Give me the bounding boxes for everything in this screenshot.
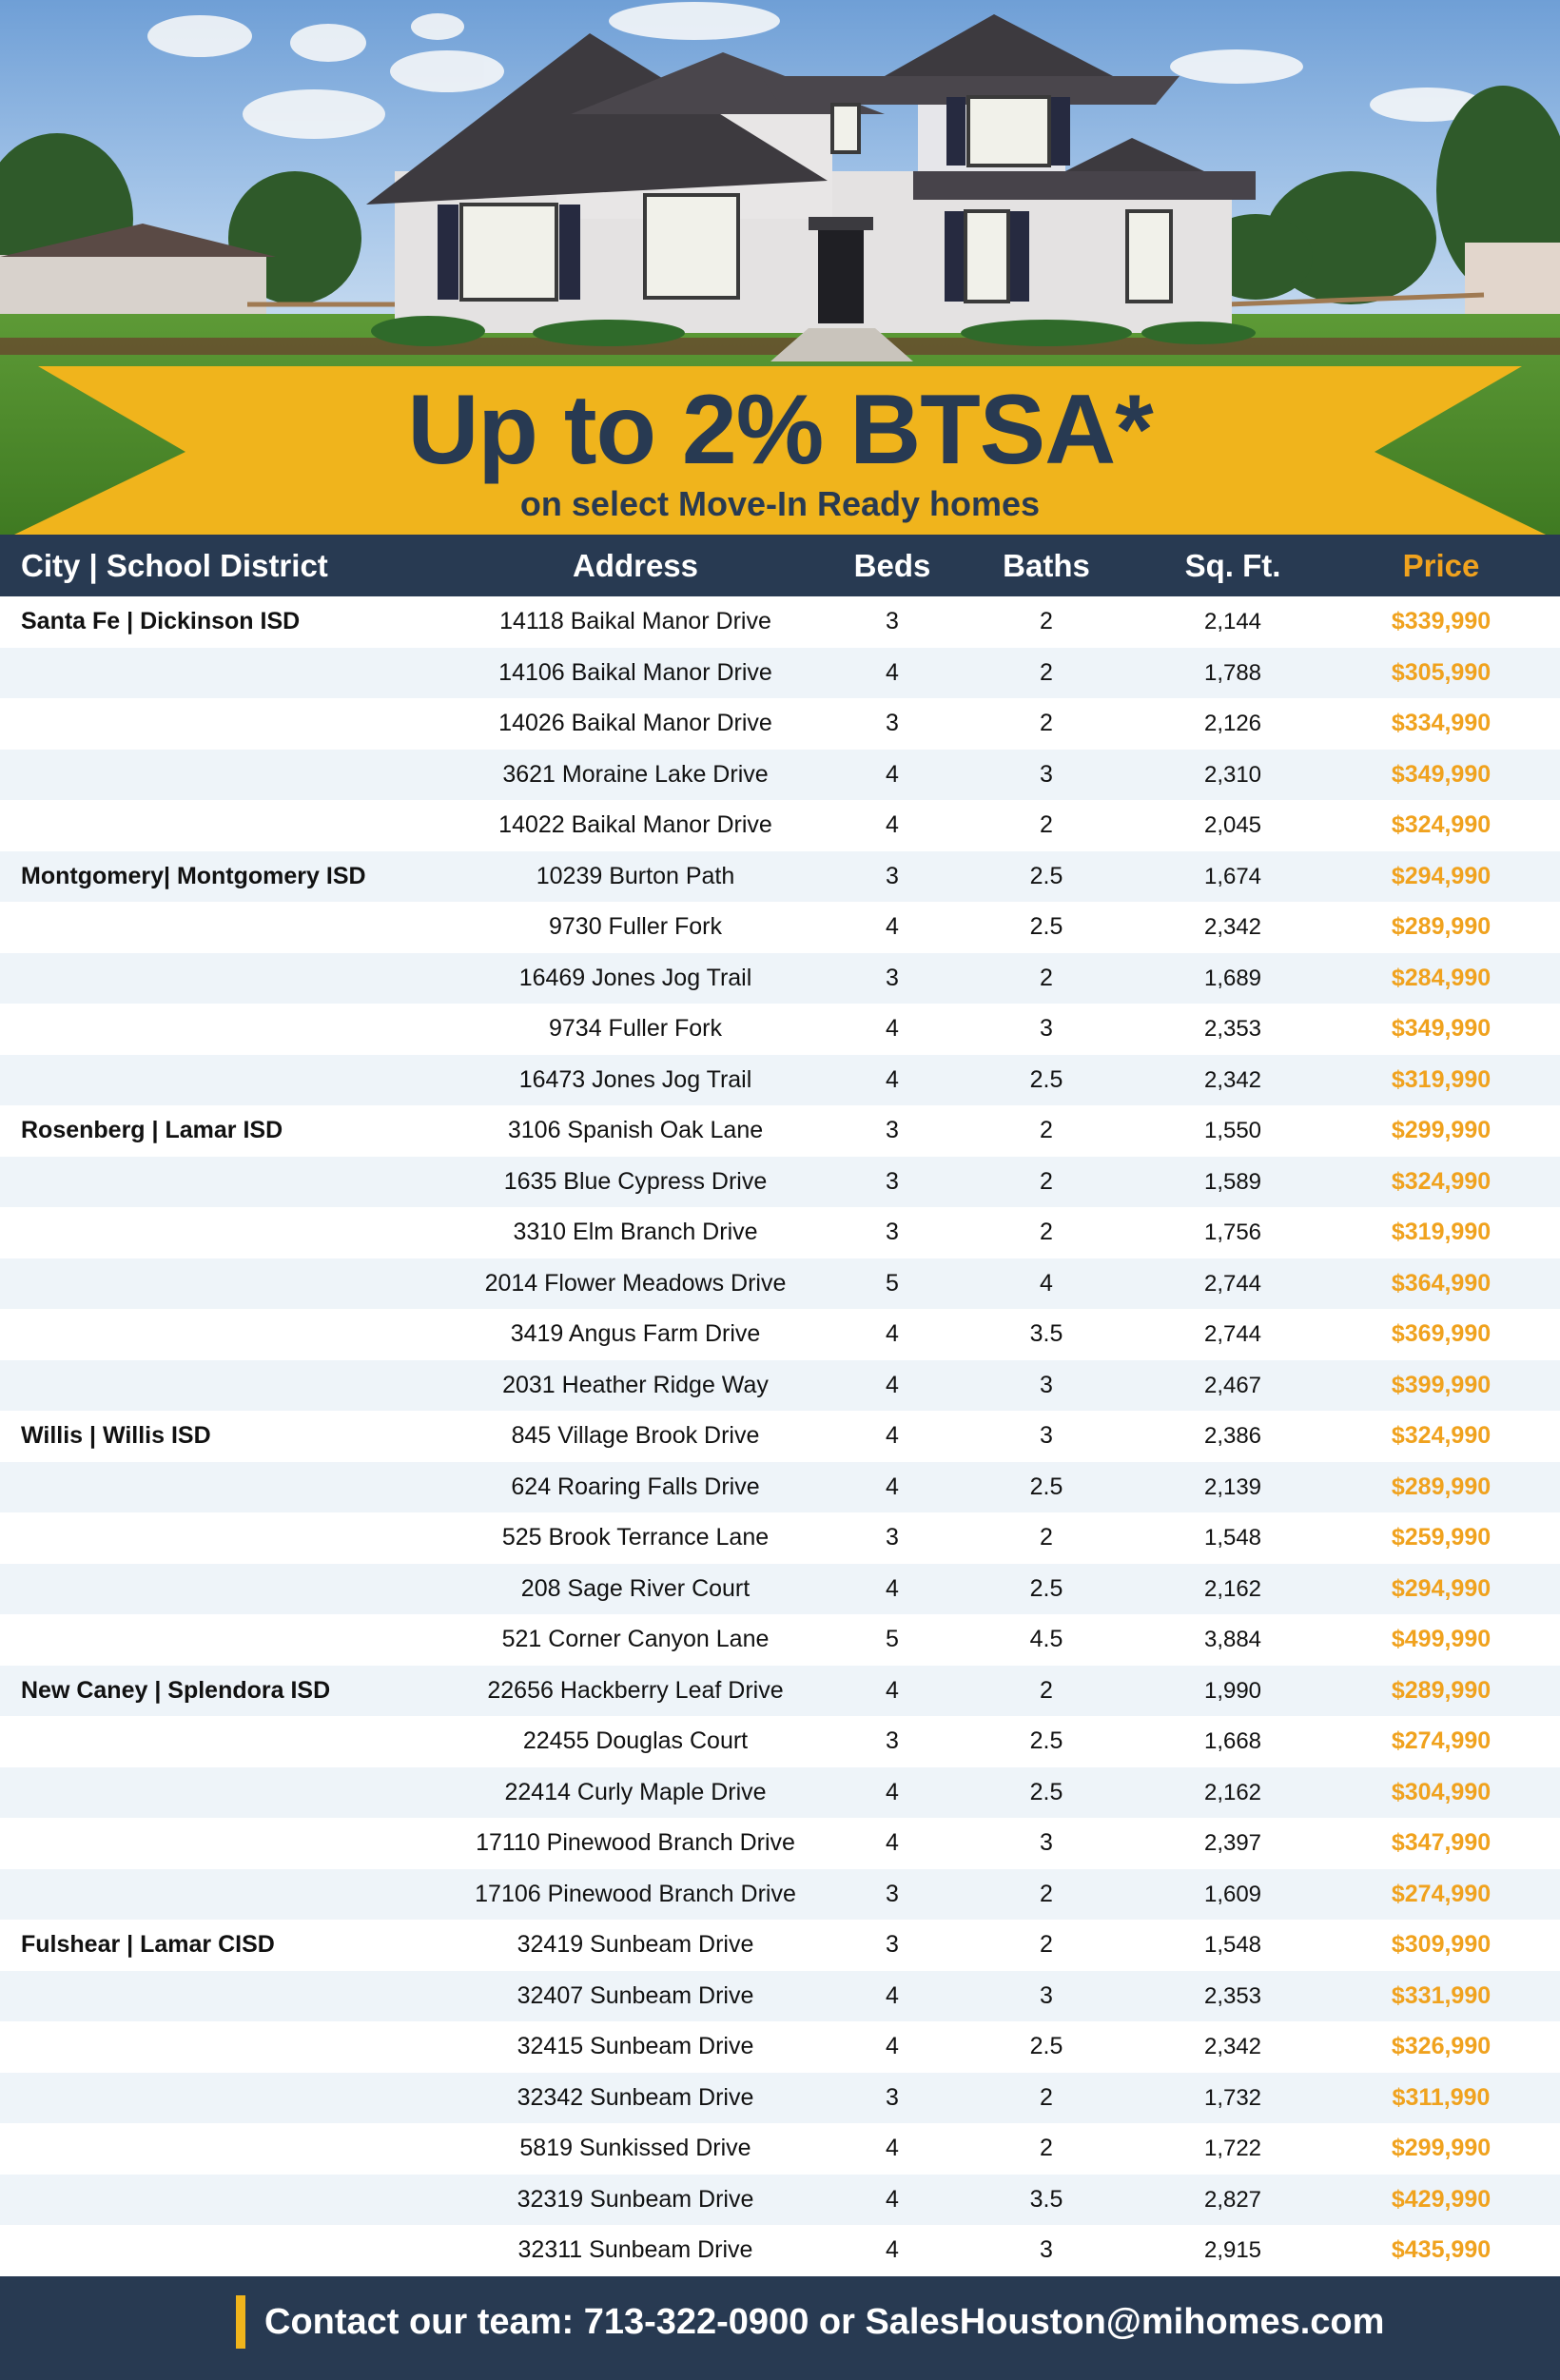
table-row [0,1411,1560,1462]
promo-subline: on select Move-In Ready homes [519,484,1041,523]
cell-beds: 4 [886,811,899,839]
table-row [0,750,1560,801]
cell-baths: 2.5 [1029,1727,1063,1755]
cell-sqft: 2,744 [1203,1321,1262,1348]
cell-address: 16469 Jones Jog Trail [518,964,752,991]
cell-sqft: 2,162 [1203,1779,1262,1805]
table-row [0,1207,1560,1258]
cell-price: $289,990 [1391,913,1492,941]
table-row [0,1055,1560,1106]
listing-table [0,596,1560,2276]
cell-baths: 4.5 [1029,1626,1063,1653]
cell-beds: 4 [886,2033,899,2060]
cell-beds: 4 [886,1065,899,1093]
cell-sqft: 1,548 [1203,1525,1262,1551]
cell-baths: 3.5 [1029,2185,1063,2213]
cell-sqft: 1,722 [1203,2136,1262,2162]
table-row [0,800,1560,851]
cell-price: $331,990 [1391,1981,1492,2009]
cell-address: 32419 Sunbeam Drive [517,1931,754,1959]
cell-price: $339,990 [1391,608,1492,634]
cell-price: $259,990 [1391,1524,1492,1551]
cell-sqft: 2,827 [1203,2186,1262,2213]
cell-price: $274,990 [1391,1880,1492,1907]
cell-beds: 4 [886,1676,899,1704]
table-row [0,596,1560,648]
cell-baths: 3 [1040,1829,1053,1857]
cell-price: $324,990 [1391,811,1492,839]
cell-beds: 4 [886,2185,899,2213]
cell-beds: 3 [886,1880,899,1907]
table-row [0,1920,1560,1971]
cell-price: $324,990 [1391,1167,1492,1195]
cell-address: 22455 Douglas Court [522,1727,749,1755]
cell-sqft: 2,342 [1203,1066,1262,1093]
cell-beds: 3 [886,1931,899,1959]
cell-address: 624 Roaring Falls Drive [511,1473,760,1500]
cell-price: $499,990 [1391,1626,1492,1653]
promo-headline: Up to 2% BTSA* [407,375,1153,485]
cell-address: 17110 Pinewood Branch Drive [476,1829,795,1857]
cell-beds: 4 [886,2236,899,2264]
cell-sqft: 2,045 [1203,812,1262,839]
cell-baths: 3 [1040,760,1053,788]
header-city: City | School District [21,548,328,583]
cell-baths: 2 [1040,1931,1053,1959]
cell-sqft: 3,884 [1203,1627,1262,1653]
cell-beds: 4 [886,1371,899,1398]
cell-baths: 3.5 [1029,1320,1063,1348]
cell-sqft: 1,609 [1203,1881,1262,1907]
cell-price: $326,990 [1391,2033,1492,2060]
cell-sqft: 2,353 [1203,1016,1262,1043]
cell-beds: 4 [886,1473,899,1500]
cell-price: $309,990 [1391,1931,1492,1959]
cell-sqft: 2,310 [1203,761,1262,788]
cell-baths: 2 [1040,1167,1053,1195]
cell-beds: 4 [886,913,899,941]
cell-price: $347,990 [1391,1829,1492,1857]
cell-price: $334,990 [1391,710,1492,737]
hero-section [0,0,1560,535]
cell-beds: 4 [886,1015,899,1043]
cell-address: 2014 Flower Meadows Drive [484,1269,787,1297]
cell-price: $294,990 [1391,862,1492,889]
cell-address: 845 Village Brook Drive [511,1422,760,1450]
cell-address: 22656 Hackberry Leaf Drive [487,1676,784,1704]
table-row [0,2073,1560,2124]
cell-address: 22414 Curly Maple Drive [504,1778,767,1805]
cell-price: $429,990 [1391,2185,1492,2213]
cell-address: 32311 Sunbeam Drive [517,2236,753,2264]
table-row [0,1512,1560,1564]
contact-footer [0,2276,1560,2380]
table-row [0,1716,1560,1767]
cell-baths: 2 [1040,710,1053,737]
header-address: Address [572,548,699,583]
header-baths: Baths [1003,548,1090,583]
cell-price: $305,990 [1391,658,1492,686]
cell-beds: 4 [886,1574,899,1602]
cell-baths: 2 [1040,2083,1053,2111]
cell-beds: 4 [886,1981,899,2009]
cell-price: $289,990 [1391,1473,1492,1500]
cell-baths: 3 [1040,1015,1053,1043]
cell-baths: 2 [1040,1880,1053,1907]
cell-address: 17106 Pinewood Branch Drive [475,1880,796,1907]
cell-city: Fulshear | Lamar CISD [21,1931,275,1959]
cell-sqft: 2,353 [1203,1982,1262,2009]
cell-sqft: 1,550 [1203,1118,1262,1144]
table-row [0,851,1560,903]
cell-address: 14022 Baikal Manor Drive [498,811,772,839]
accent-bar [236,2295,245,2349]
cell-sqft: 1,689 [1203,965,1262,991]
cell-baths: 3 [1040,1422,1053,1450]
contact-text[interactable]: Contact our team: 713-322-0900 or SalesHouston@mihomes.com [264,2302,1385,2342]
cell-address: 32415 Sunbeam Drive [517,2033,754,2060]
cell-sqft: 1,732 [1203,2084,1262,2111]
cell-city: Montgomery| Montgomery ISD [21,862,366,889]
cell-sqft: 1,990 [1203,1677,1262,1704]
cell-price: $369,990 [1391,1320,1492,1348]
cell-price: $311,990 [1392,2083,1491,2111]
cell-sqft: 2,139 [1203,1473,1262,1500]
cell-address: 3419 Angus Farm Drive [510,1320,761,1348]
table-row [0,953,1560,1005]
table-row [0,1157,1560,1208]
cell-baths: 2 [1040,1676,1053,1704]
cell-address: 2031 Heather Ridge Way [502,1371,769,1398]
cell-sqft: 1,589 [1203,1168,1262,1195]
cell-baths: 2 [1040,608,1053,634]
cell-beds: 4 [886,760,899,788]
cell-beds: 3 [886,2083,899,2111]
cell-address: 3621 Moraine Lake Drive [502,760,769,788]
cell-city: Willis | Willis ISD [21,1422,211,1450]
cell-address: 10239 Burton Path [536,862,735,889]
table-row [0,2225,1560,2276]
cell-baths: 2.5 [1029,913,1063,941]
cell-address: 32319 Sunbeam Drive [517,2185,754,2213]
table-row [0,1614,1560,1666]
cell-beds: 3 [886,964,899,991]
table-row [0,2021,1560,2073]
cell-beds: 3 [886,710,899,737]
table-row [0,1869,1560,1921]
cell-sqft: 2,744 [1203,1270,1262,1297]
cell-beds: 4 [886,1778,899,1805]
table-header [0,535,1560,596]
cell-beds: 5 [886,1269,899,1297]
table-row [0,2175,1560,2226]
cell-price: $349,990 [1391,760,1492,788]
cell-sqft: 1,548 [1203,1932,1262,1959]
cell-price: $299,990 [1391,1117,1492,1144]
cell-beds: 3 [886,862,899,889]
cell-price: $274,990 [1391,1727,1492,1755]
cell-baths: 2.5 [1029,2033,1063,2060]
cell-price: $289,990 [1391,1676,1492,1704]
cell-baths: 2 [1040,1524,1053,1551]
table-row [0,1258,1560,1310]
cell-baths: 2 [1040,964,1053,991]
cell-beds: 4 [886,1829,899,1857]
cell-sqft: 2,342 [1203,914,1262,941]
cell-address: 14026 Baikal Manor Drive [498,710,772,737]
cell-baths: 3 [1040,1371,1053,1398]
table-row [0,698,1560,750]
cell-address: 16473 Jones Jog Trail [518,1065,752,1093]
header-sqft: Sq. Ft. [1184,548,1281,583]
table-row [0,1105,1560,1157]
cell-baths: 2.5 [1029,1778,1063,1805]
cell-sqft: 1,668 [1203,1728,1262,1755]
cell-beds: 3 [886,608,899,634]
cell-price: $364,990 [1391,1269,1492,1297]
cell-sqft: 2,467 [1203,1372,1262,1398]
cell-sqft: 2,144 [1203,609,1262,634]
cell-price: $319,990 [1391,1219,1492,1246]
cell-beds: 5 [886,1626,899,1653]
cell-address: 3310 Elm Branch Drive [513,1219,758,1246]
cell-address: 208 Sage River Court [520,1574,751,1602]
cell-price: $319,990 [1391,1065,1492,1093]
cell-baths: 2.5 [1029,862,1063,889]
cell-sqft: 1,674 [1203,863,1262,889]
header-beds: Beds [853,548,931,583]
table-row [0,1767,1560,1819]
cell-beds: 3 [886,1167,899,1195]
cell-baths: 2 [1040,1219,1053,1246]
cell-sqft: 2,386 [1203,1423,1262,1450]
cell-beds: 4 [886,1320,899,1348]
cell-price: $299,990 [1391,2135,1492,2162]
cell-sqft: 2,397 [1203,1830,1262,1857]
cell-beds: 4 [886,658,899,686]
table-row [0,1462,1560,1513]
cell-address: 3106 Spanish Oak Lane [507,1117,764,1144]
table-row [0,1971,1560,2022]
cell-baths: 3 [1040,1981,1053,2009]
cell-price: $304,990 [1391,1778,1492,1805]
cell-baths: 2.5 [1029,1574,1063,1602]
cell-price: $399,990 [1391,1371,1492,1398]
cell-price: $284,990 [1391,964,1492,991]
cell-sqft: 2,342 [1203,2034,1262,2060]
cell-baths: 4 [1040,1269,1053,1297]
cell-beds: 4 [886,1422,899,1450]
cell-address: 32407 Sunbeam Drive [517,1981,754,2009]
table-row [0,1309,1560,1360]
cell-address: 9734 Fuller Fork [548,1015,723,1043]
cell-beds: 3 [886,1727,899,1755]
table-row [0,1360,1560,1412]
cell-beds: 3 [886,1219,899,1246]
cell-baths: 2 [1040,1117,1053,1144]
table-row [0,902,1560,953]
cell-sqft: 2,915 [1203,2237,1262,2264]
cell-baths: 2 [1040,658,1053,686]
cell-address: 1635 Blue Cypress Drive [503,1167,768,1195]
cell-city: New Caney | Splendora ISD [21,1676,331,1704]
cell-address: 14106 Baikal Manor Drive [498,658,772,686]
cell-baths: 3 [1040,2236,1053,2264]
table-row [0,1818,1560,1869]
cell-baths: 2 [1040,2135,1053,2162]
cell-price: $324,990 [1391,1422,1492,1450]
cell-address: 14118 Baikal Manor Drive [499,608,771,634]
cell-baths: 2.5 [1029,1473,1063,1500]
cell-address: 32342 Sunbeam Drive [517,2083,754,2111]
table-row [0,2123,1560,2175]
cell-city: Santa Fe | Dickinson ISD [21,608,301,634]
cell-sqft: 2,126 [1203,711,1262,737]
cell-beds: 3 [886,1524,899,1551]
table-row [0,1666,1560,1717]
cell-sqft: 1,756 [1203,1219,1262,1246]
cell-beds: 4 [886,2135,899,2162]
cell-address: 525 Brook Terrance Lane [501,1524,770,1551]
cell-baths: 2 [1040,811,1053,839]
cell-address: 9730 Fuller Fork [548,913,723,941]
table-row [0,1564,1560,1615]
cell-beds: 3 [886,1117,899,1144]
table-row [0,1004,1560,1055]
cell-address: 521 Corner Canyon Lane [501,1626,770,1653]
cell-price: $349,990 [1391,1015,1492,1043]
cell-price: $435,990 [1391,2236,1492,2264]
cell-baths: 2.5 [1029,1065,1063,1093]
header-price: Price [1402,548,1480,583]
cell-city: Rosenberg | Lamar ISD [21,1117,283,1144]
cell-price: $294,990 [1391,1574,1492,1602]
table-row [0,648,1560,699]
cell-sqft: 1,788 [1203,659,1262,686]
cell-address: 5819 Sunkissed Drive [519,2135,751,2162]
cell-sqft: 2,162 [1203,1575,1262,1602]
